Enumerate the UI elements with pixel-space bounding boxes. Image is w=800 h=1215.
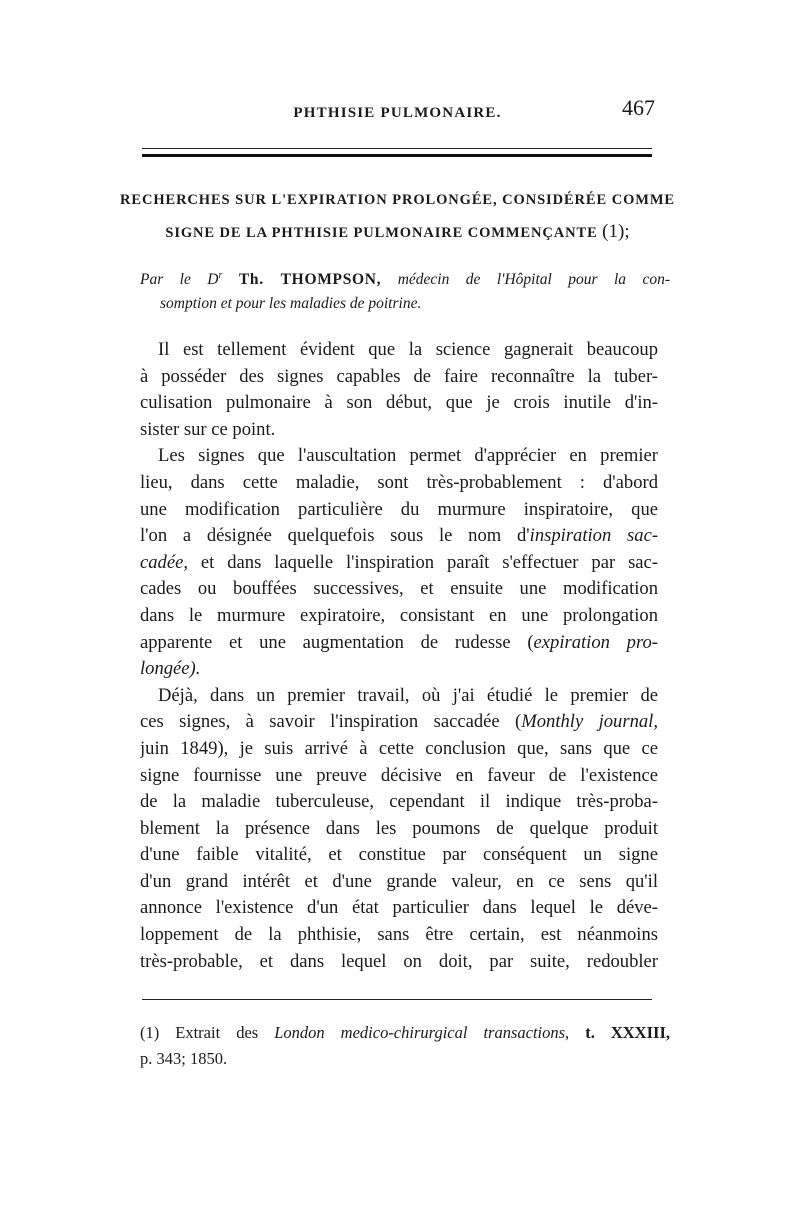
text-line: une modification particulière du murmure inspiratoire, que — [140, 498, 658, 520]
byline-line-2: somption et pour les maladies de poitrine. — [160, 295, 422, 313]
text-line: très-probable, et dans lequel on doit, par suite, redoubler — [140, 950, 658, 972]
italic-term: cadée, — [140, 551, 189, 573]
header-double-rule — [142, 148, 652, 157]
text-segment: apparente et une augmentation de rudesse ( — [140, 631, 534, 653]
italic-term: expiration pro- — [533, 631, 658, 653]
italic-term: inspiration sac- — [529, 525, 658, 547]
text-line: d'un grand intérêt et d'une grande valeur, en ce sens qu'il — [140, 870, 658, 892]
text-line: culisation pulmonaire à son début, que je crois inutile d'in- — [140, 392, 658, 414]
text-line: juin 1849), je suis arrivé à cette conclusion que, sans que ce — [140, 737, 658, 759]
text-line: loppement de la phthisie, sans être certain, est néanmoins — [140, 924, 658, 946]
text-line: à posséder des signes capables de faire reconnaître la tuber- — [140, 365, 658, 387]
body-text — [140, 337, 658, 975]
running-title: PHTHISIE PULMONAIRE. — [293, 105, 502, 121]
author-name: Th. THOMPSON, — [238, 271, 382, 289]
text-segment: ces signes, à savoir l'inspiration saccadée ( — [140, 711, 522, 733]
italic-term: Monthly journal, — [521, 711, 658, 733]
text-line: lieu, dans cette maladie, sont très-probablement : d'abord — [140, 471, 658, 493]
page-number: 467 — [622, 95, 655, 120]
text-line: cades ou bouffées successives, et ensuite une modification — [140, 578, 658, 600]
footnote-marker: (1) — [140, 1023, 160, 1042]
text-line — [140, 630, 658, 657]
text-segment: et dans laquelle l'inspiration paraît s'effectuer par sac- — [188, 551, 658, 573]
footnote-volume: t. XXXIII, — [569, 1023, 670, 1042]
text-segment: l'on a désignée quelquefois sous le nom d' — [140, 525, 530, 547]
byline — [140, 264, 670, 316]
footnote-source: London medico-chirurgical transactions, — [274, 1023, 570, 1042]
byline-affiliation-1: médecin de l'Hôpital pour la con- — [397, 271, 670, 289]
footnote-reference: (1); — [602, 221, 630, 242]
footnote-line-2: p. 343; 1850. — [140, 1049, 228, 1068]
footnote — [140, 1020, 670, 1072]
article-title — [120, 185, 675, 249]
text-line: blement la présence dans les poumons de quelque produit — [140, 817, 658, 839]
title-line-2 — [120, 216, 675, 249]
text-line: dans le murmure expiratoire, consistant en une prolongation — [140, 604, 658, 626]
footnote-text: Extrait des — [159, 1023, 275, 1042]
text-line: Les signes que l'auscultation permet d'apprécier en premier — [158, 445, 658, 467]
text-line: signe fournisse une preuve décisive en faveur de l'existence — [140, 764, 658, 786]
title-line-2-text: SIGNE DE LA PHTHISIE PULMONAIRE COMMENÇANTE — [165, 225, 598, 241]
text-line: de la maladie tuberculeuse, cependant il indique très-proba- — [140, 791, 658, 813]
text-line — [140, 523, 658, 550]
text-line: Déjà, dans un premier travail, où j'ai étudié le premier de — [158, 684, 658, 706]
byline-prefix-sup: r — [218, 270, 223, 281]
title-line-1: RECHERCHES SUR L'EXPIRATION PROLONGÉE, CONSIDÉRÉE COMME — [120, 192, 675, 208]
running-head — [140, 95, 655, 128]
text-line: d'une faible vitalité, et constitue par conséquent un signe — [140, 844, 658, 866]
byline-line-1 — [140, 264, 670, 292]
italic-term: longée). — [140, 658, 201, 680]
text-line: annonce l'existence d'un état particulier dans lequel le déve- — [140, 897, 658, 919]
text-line — [140, 550, 658, 577]
footnote-rule — [142, 999, 652, 1000]
text-line: sister sur ce point. — [140, 418, 276, 440]
footnote-line-1 — [140, 1020, 670, 1046]
byline-prefix: Par le D — [140, 271, 219, 289]
text-line: Il est tellement évident que la science gagnerait beaucoup — [158, 339, 658, 360]
text-line — [140, 656, 658, 683]
text-line — [140, 709, 658, 736]
